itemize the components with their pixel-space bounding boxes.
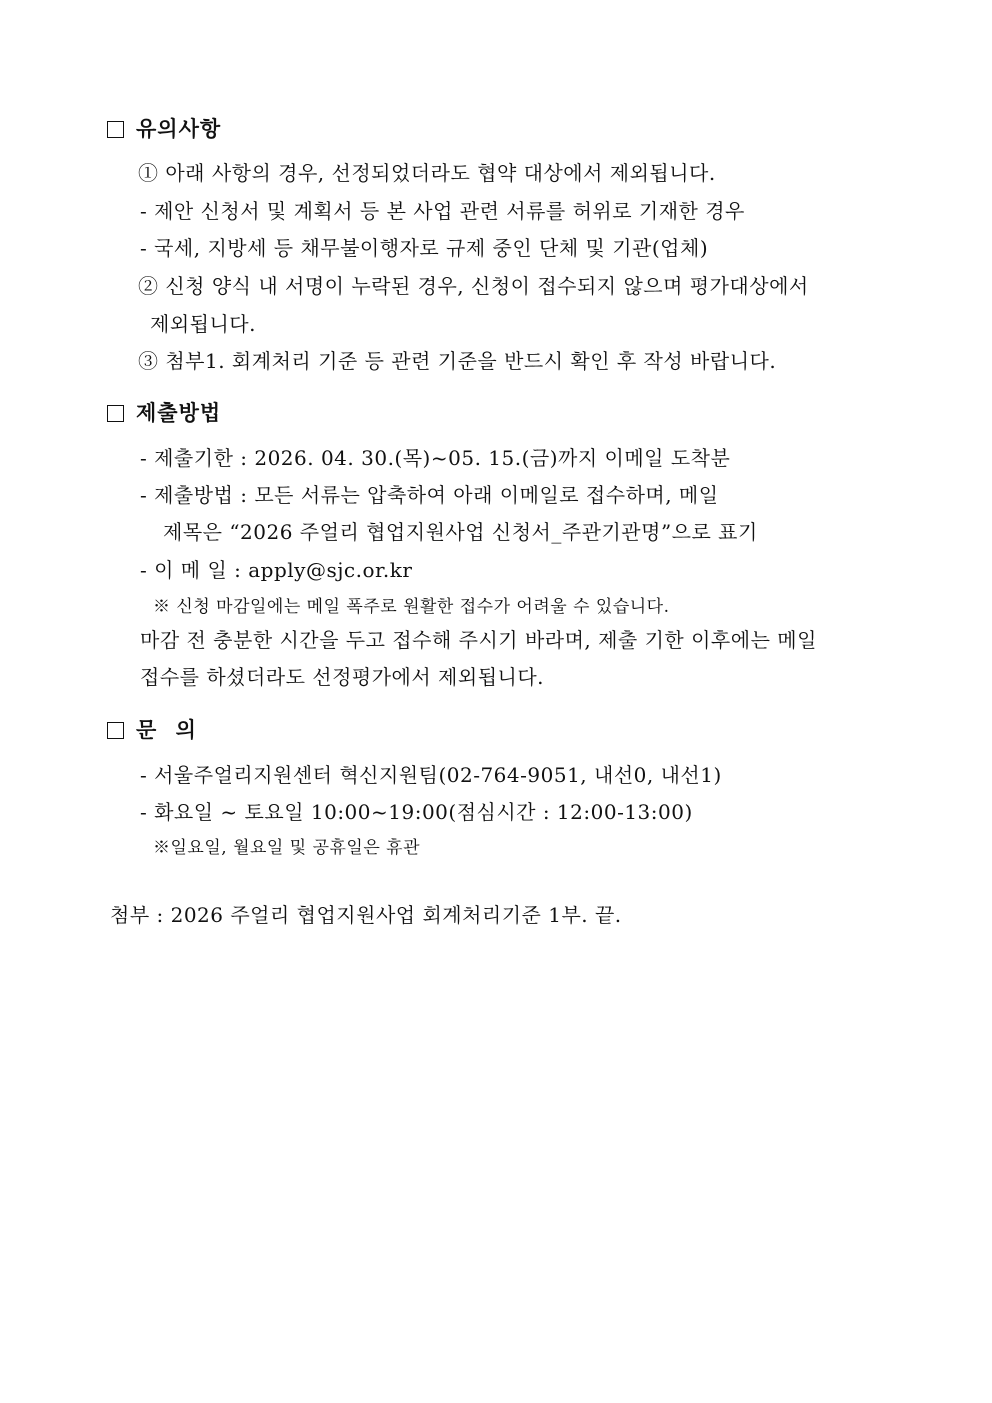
submission-advice-line-1: 마감 전 충분한 시간을 두고 접수해 주시기 바라며, 제출 기한 이후에는 메일 xyxy=(140,628,817,652)
checkbox-icon xyxy=(107,121,124,138)
inquiry-contact: - 서울주얼리지원센터 혁신지원팀(02-764-9051, 내선0, 내선1) xyxy=(140,763,722,787)
submission-warning: ※ 신청 마감일에는 메일 폭주로 원활한 접수가 어려울 수 있습니다. xyxy=(153,597,670,617)
section-heading-submission xyxy=(107,398,221,428)
section-heading-notes xyxy=(107,114,221,144)
submission-deadline: - 제출기한 : 2026. 04. 30.(목)~05. 15.(금)까지 이메일 도착분 xyxy=(140,446,731,470)
checkbox-icon xyxy=(107,405,124,422)
section-title-inquiry: 문 의 xyxy=(136,717,202,742)
inquiry-closed-days: ※일요일, 월요일 및 공휴일은 휴관 xyxy=(153,838,421,858)
submission-email: - 이 메 일 : apply@sjc.or.kr xyxy=(140,558,413,582)
submission-advice-line-2: 접수를 하셨더라도 선정평가에서 제외됩니다. xyxy=(140,665,545,689)
notes-item-1-sub-2: - 국세, 지방세 등 채무불이행자로 규제 중인 단체 및 기관(업체) xyxy=(140,236,709,260)
notes-item-1: ① 아래 사항의 경우, 선정되었더라도 협약 대상에서 제외됩니다. xyxy=(138,161,716,185)
notes-item-1-sub-1: - 제안 신청서 및 계획서 등 본 사업 관련 서류를 허위로 기재한 경우 xyxy=(140,199,745,223)
inquiry-hours: - 화요일 ~ 토요일 10:00~19:00(점심시간 : 12:00-13:00) xyxy=(140,800,693,824)
notes-item-2-line-2: 제외됩니다. xyxy=(150,312,256,336)
section-heading-inquiry xyxy=(107,715,202,745)
submission-method-line-2: 제목은 “2026 주얼리 협업지원사업 신청서_주관기관명”으로 표기 xyxy=(163,520,758,544)
section-title-notes: 유의사항 xyxy=(136,116,222,141)
section-title-submission: 제출방법 xyxy=(136,400,222,425)
submission-method-line-1: - 제출방법 : 모든 서류는 압축하여 아래 이메일로 접수하며, 메일 xyxy=(140,483,719,507)
checkbox-icon xyxy=(107,722,124,739)
notes-item-3: ③ 첨부1. 회계처리 기준 등 관련 기준을 반드시 확인 후 작성 바랍니다. xyxy=(138,349,777,373)
attachment-line: 첨부 : 2026 주얼리 협업지원사업 회계처리기준 1부. 끝. xyxy=(110,903,622,927)
notes-item-2-line-1: ② 신청 양식 내 서명이 누락된 경우, 신청이 접수되지 않으며 평가대상에서 xyxy=(138,274,809,298)
